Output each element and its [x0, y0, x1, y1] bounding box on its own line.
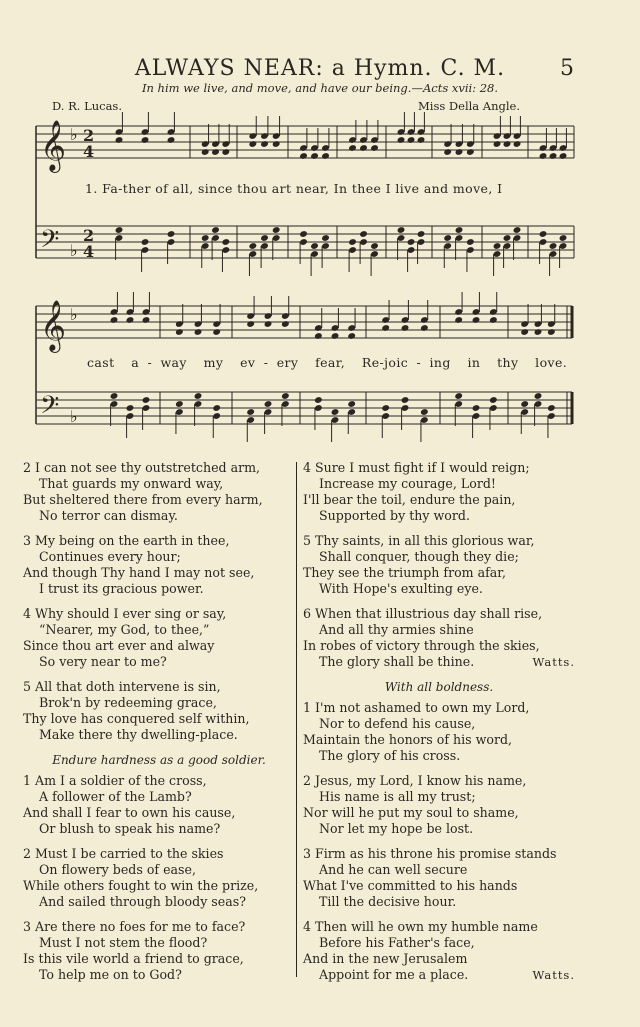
treble-note-head: [141, 136, 150, 144]
left-column: [23, 460, 295, 992]
verse-line: 2 Must I be carried to the skies: [23, 846, 224, 861]
time-signature: 2: [83, 226, 95, 245]
verse-line: Must I not stem the flood?: [39, 935, 208, 950]
treble-note-head: [420, 324, 429, 332]
verse-line: But sheltered there from every harm,: [23, 492, 263, 507]
bass-note-head: [331, 408, 340, 416]
verse-line: 4 Sure I must fight if I would reign;: [303, 460, 530, 475]
treble-note-head: [348, 144, 357, 152]
verse-line: What I've committed to his hands: [303, 878, 518, 893]
author-credit: Miss Della Angle.: [418, 99, 521, 113]
treble-note-head: [272, 140, 281, 148]
flat-icon: ♭: [70, 125, 78, 144]
bass-note-head: [443, 234, 452, 242]
hymn3-stanza-1: [303, 700, 575, 764]
bass-note-head: [212, 404, 221, 412]
treble-clef-icon: 𝄞: [40, 300, 67, 351]
treble-note-head: [539, 152, 548, 160]
treble-note-head: [489, 316, 498, 324]
bass-note-head: [466, 238, 475, 246]
page-number: 5: [560, 56, 574, 81]
bass-note-head: [201, 234, 210, 242]
time-signature: 4: [83, 142, 95, 161]
time-signature: 2: [83, 126, 95, 145]
treble-note-head: [559, 152, 568, 160]
verse-line: Nor let my hope be lost.: [319, 821, 474, 836]
treble-note-head: [126, 316, 135, 324]
bass-note-head: [348, 238, 357, 246]
bass-note-head: [549, 242, 558, 250]
bass-note-head: [381, 404, 390, 412]
scripture-epigraph: In him we live, and move, and have our being.—Acts xvii: 28.: [141, 81, 499, 95]
treble-note-head: [370, 144, 379, 152]
verse-line: I'll bear the toil, endure the pain,: [303, 492, 516, 507]
treble-note-head: [175, 328, 184, 336]
verse-line: Since thou art ever and alway: [23, 638, 215, 653]
bass-note-head: [513, 226, 522, 234]
treble-note-head: [549, 152, 558, 160]
flat-icon: ♭: [70, 241, 78, 260]
bass-note-head: [539, 230, 548, 238]
verse-line: I trust its gracious power.: [39, 581, 204, 596]
treble-note-head: [331, 332, 340, 340]
bass-note-head: [167, 230, 176, 238]
bass-note-head: [272, 226, 281, 234]
verse-line: Before his Father's face,: [319, 935, 475, 950]
verse-line: No terror can dismay.: [39, 508, 178, 523]
hymn1-stanza-2: [23, 460, 295, 524]
bass-clef-icon: 𝄢: [40, 391, 60, 426]
hymn2-stanza-3: [23, 919, 295, 983]
verse-line: 5 Thy saints, in all this glorious war,: [303, 533, 535, 548]
bass-note-head: [141, 238, 150, 246]
treble-note-head: [212, 328, 221, 336]
treble-note-head: [401, 324, 410, 332]
verse-line: Continues every hour;: [39, 549, 181, 564]
hymn3-stanza-4: [303, 919, 575, 983]
bass-note-head: [211, 226, 220, 234]
verse-line: 1 Am I a soldier of the cross,: [23, 773, 207, 788]
treble-note-head: [513, 140, 522, 148]
bass-note-head: [314, 396, 323, 404]
treble-note-head: [321, 152, 330, 160]
bass-note-head: [454, 392, 463, 400]
hymn3-heading: With all boldness.: [384, 680, 494, 694]
verse-line: Is this vile world a friend to grace,: [23, 951, 244, 966]
bass-note-head: [420, 408, 429, 416]
bass-note-head: [547, 404, 556, 412]
treble-note-head: [260, 140, 269, 148]
treble-note-head: [454, 316, 463, 324]
verse-line: 5 All that doth intervene is sin,: [23, 679, 221, 694]
flat-icon: ♭: [70, 305, 78, 324]
time-signature: 4: [83, 242, 95, 261]
bass-note-head: [299, 230, 308, 238]
bass-note-head: [370, 242, 379, 250]
verse-line: His name is all my trust;: [319, 789, 476, 804]
bass-note-head: [417, 230, 426, 238]
treble-note-head: [520, 328, 529, 336]
hymn-title: ALWAYS NEAR: a Hymn. C. M.: [134, 56, 506, 81]
verse-line: Brok'n by redeeming grace,: [39, 695, 217, 710]
verse-line: 4 Then will he own my humble name: [303, 919, 538, 934]
treble-note-head: [110, 316, 119, 324]
treble-note-head: [194, 328, 203, 336]
bass-note-head: [264, 400, 273, 408]
bass-note-head: [493, 242, 502, 250]
treble-note-head: [359, 144, 368, 152]
bass-note-head: [401, 396, 410, 404]
bass-note-head: [248, 242, 257, 250]
verse-line: So very near to me?: [39, 654, 167, 669]
hymn2-stanza-6: [303, 606, 575, 670]
bass-note-head: [194, 392, 203, 400]
bass-note-head: [310, 242, 319, 250]
treble-note-head: [246, 320, 255, 328]
verse-line: That guards my onward way,: [39, 476, 224, 491]
treble-note-head: [397, 136, 406, 144]
treble-note-head: [381, 324, 390, 332]
verse-line: Nor will he put my soul to shame,: [303, 805, 519, 820]
bass-note-head: [175, 400, 184, 408]
right-column: [303, 460, 575, 992]
treble-note-head: [443, 148, 452, 156]
verse-line: 2 I can not see thy outstretched arm,: [23, 460, 261, 475]
treble-note-head: [201, 148, 210, 156]
hymn2-stanza-5: [303, 533, 575, 597]
verse-line: And all thy armies shine: [319, 622, 474, 637]
verse-line: And in the new Jerusalem: [303, 951, 468, 966]
verse-line: Supported by thy word.: [319, 508, 470, 523]
watts-signature: Watts.: [532, 968, 575, 982]
treble-note-head: [211, 148, 220, 156]
verse-line: Thy love has conquered self within,: [23, 711, 250, 726]
verse-text: The glory shall be thine.: [319, 654, 475, 669]
verse-line: 3 My being on the earth in thee,: [23, 533, 230, 548]
bass-note-head: [246, 408, 255, 416]
treble-note-head: [299, 152, 308, 160]
verse-line: Or blush to speak his name?: [39, 821, 221, 836]
verse-line: A follower of the Lamb?: [39, 789, 192, 804]
bass-note-head: [489, 396, 498, 404]
verse-line: 3 Are there no foes for me to face?: [23, 919, 246, 934]
bass-note-head: [559, 234, 568, 242]
treble-note-head: [547, 328, 556, 336]
watts-signature: Watts.: [532, 655, 575, 669]
verse-line: Till the decisive hour.: [319, 894, 457, 909]
bass-note-head: [407, 238, 416, 246]
verse-line: And shall I fear to own his cause,: [23, 805, 236, 820]
verse-line: The glory of his cross.: [319, 748, 461, 763]
verse-line: They see the triumph from afar,: [303, 565, 506, 580]
hymn2-heading: Endure hardness as a good soldier.: [52, 753, 266, 767]
verse-line: And sailed through bloody seas?: [39, 894, 246, 909]
bass-note-head: [534, 392, 543, 400]
bass-clef-icon: 𝄢: [40, 225, 60, 260]
bass-note-head: [359, 230, 368, 238]
verse-line: And though Thy hand I may not see,: [23, 565, 255, 580]
verse-line: 4 Why should I ever sing or say,: [23, 606, 227, 621]
verse-line: And he can well secure: [319, 862, 468, 877]
treble-note-head: [503, 140, 512, 148]
bass-note-head: [281, 392, 290, 400]
hymn1-stanza-4: [23, 606, 295, 670]
verse-line: Make there thy dwelling-place.: [39, 727, 238, 742]
treble-note-head: [167, 136, 176, 144]
verse-line: Maintain the honors of his word,: [303, 732, 513, 747]
hymn2-stanza-4: [303, 460, 575, 524]
bass-note-head: [321, 234, 330, 242]
bass-note-head: [126, 404, 135, 412]
bass-note-head: [503, 234, 512, 242]
bass-note-head: [115, 226, 124, 234]
verse-line: 3 Firm as his throne his promise stands: [303, 846, 557, 861]
flat-icon: ♭: [70, 407, 78, 426]
verse-line: [303, 967, 575, 983]
bass-note-head: [221, 238, 230, 246]
lyric-line-1: 1. Fa-ther of all, since thou art near, In thee I live and move, I: [85, 181, 503, 196]
verse-line: While others fought to win the prize,: [23, 878, 259, 893]
bass-note-head: [142, 396, 151, 404]
verse-line: 6 When that illustrious day shall rise,: [303, 606, 543, 621]
verse-line: On flowery beds of ease,: [39, 862, 196, 877]
treble-note-head: [407, 136, 416, 144]
hymn3-stanza-3: [303, 846, 575, 910]
treble-note-head: [493, 140, 502, 148]
treble-note-head: [142, 316, 151, 324]
treble-note-head: [466, 148, 475, 156]
music-notation: [0, 0, 640, 450]
lyric-line-2: cast a - way my ev - ery fear, Re-joic - ing in thy love.: [87, 355, 568, 370]
treble-note-head: [264, 320, 273, 328]
treble-note-head: [472, 316, 481, 324]
verse-line: Increase my courage, Lord!: [319, 476, 496, 491]
hymn2-stanza-1: [23, 773, 295, 837]
verse-line: [303, 654, 575, 670]
treble-clef-icon: 𝄞: [40, 120, 67, 171]
verse-line: Nor to defend his cause,: [319, 716, 476, 731]
treble-note-head: [115, 136, 124, 144]
treble-note-head: [221, 148, 230, 156]
hymn2-stanza-2: [23, 846, 295, 910]
treble-note-head: [248, 140, 257, 148]
column-divider: [296, 462, 297, 977]
hymn3-stanza-2: [303, 773, 575, 837]
treble-note-head: [281, 320, 290, 328]
verse-line: 1 I'm not ashamed to own my Lord,: [303, 700, 530, 715]
treble-note-head: [310, 152, 319, 160]
hymn1-stanza-3: [23, 533, 295, 597]
verse-line: With Hope's exulting eye.: [319, 581, 483, 596]
bass-note-head: [260, 234, 269, 242]
verse-line: In robes of victory through the skies,: [303, 638, 540, 653]
treble-note-head: [347, 332, 356, 340]
bass-note-head: [110, 392, 119, 400]
treble-note-head: [314, 332, 323, 340]
verse-line: Shall conquer, though they die;: [319, 549, 519, 564]
composer-credit: D. R. Lucas.: [52, 99, 122, 113]
hymn1-stanza-5: [23, 679, 295, 743]
bass-note-head: [347, 400, 356, 408]
treble-note-head: [417, 136, 426, 144]
verse-line: 2 Jesus, my Lord, I know his name,: [303, 773, 527, 788]
verse-line: “Nearer, my God, to thee,”: [39, 622, 210, 637]
verse-text: Appoint for me a place.: [319, 967, 469, 982]
bass-note-head: [397, 226, 406, 234]
treble-note-head: [455, 148, 464, 156]
bass-note-head: [455, 226, 464, 234]
treble-note-head: [534, 328, 543, 336]
bass-note-head: [472, 404, 481, 412]
bass-note-head: [520, 400, 529, 408]
verse-line: To help me on to God?: [39, 967, 182, 982]
